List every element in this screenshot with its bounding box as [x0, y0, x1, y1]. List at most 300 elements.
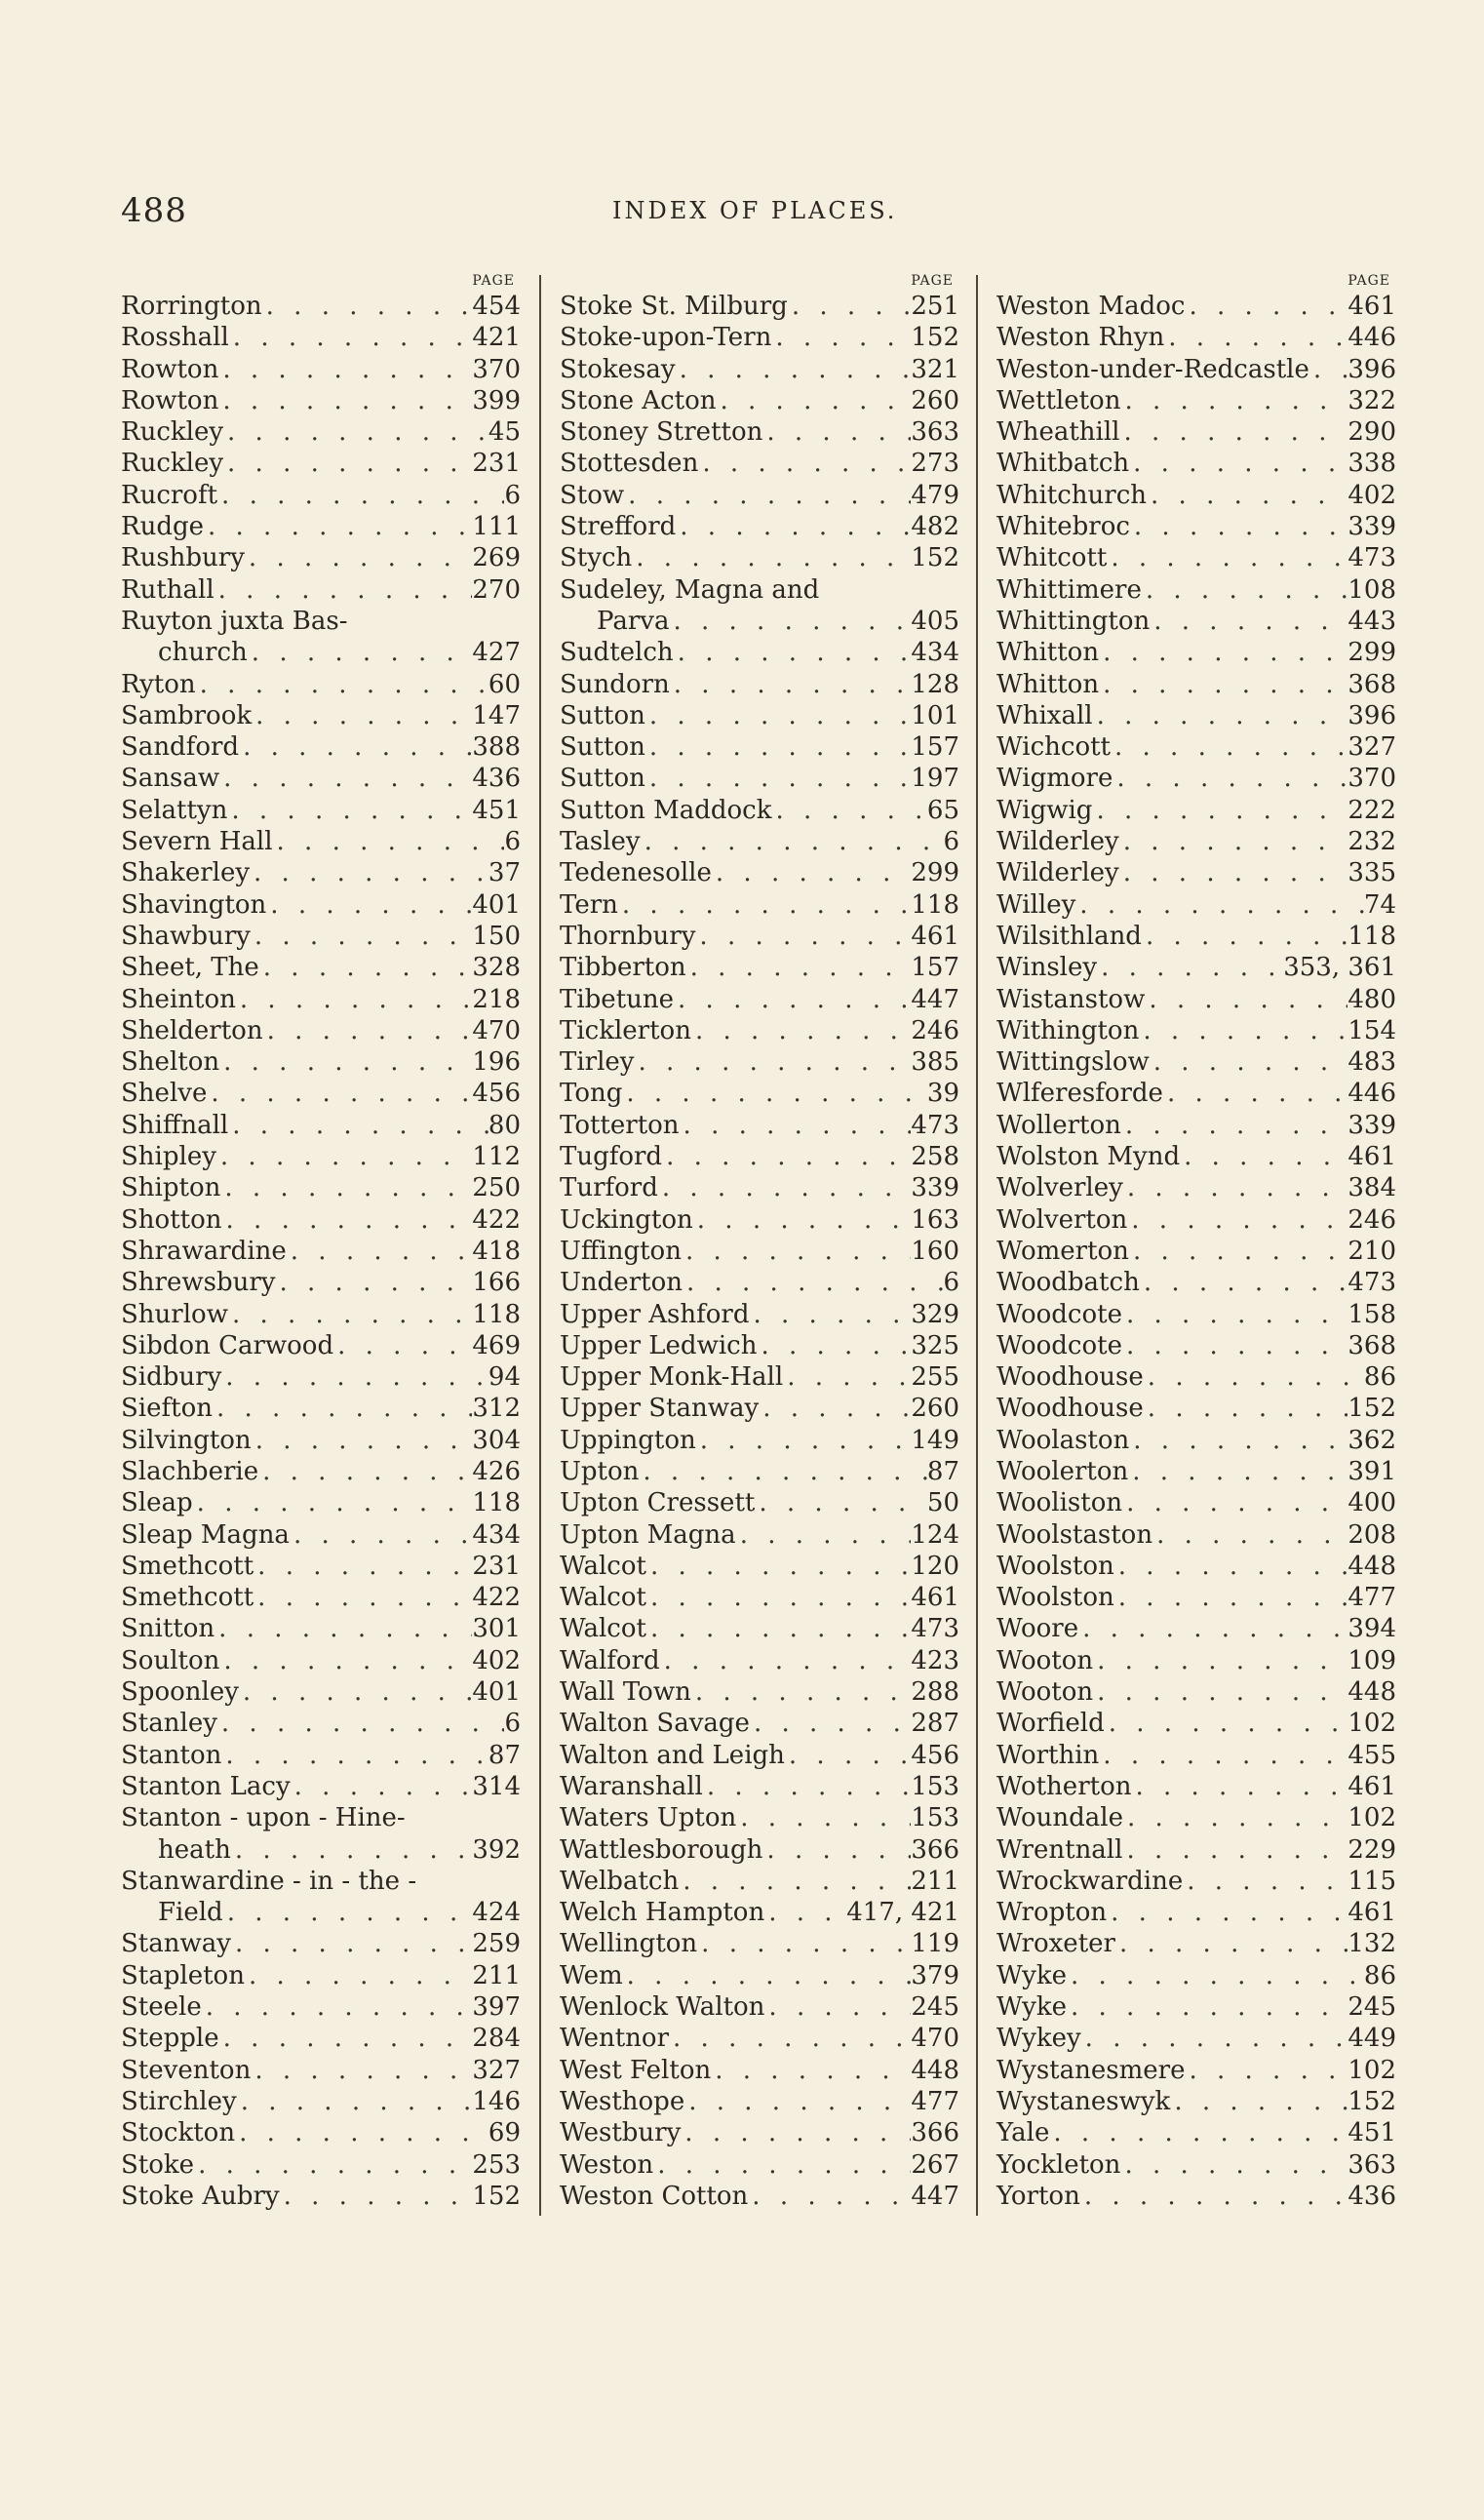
- place-name: Tibberton: [560, 953, 686, 983]
- page-reference: 401: [472, 1677, 521, 1708]
- index-entry: [560, 1046, 959, 1078]
- leader-dots: [231, 1834, 473, 1866]
- index-entry: [560, 2117, 959, 2148]
- index-entry: [121, 889, 521, 921]
- leader-dots: [618, 889, 911, 921]
- leader-dots: [634, 1046, 911, 1078]
- page-reference: 312: [472, 1394, 521, 1424]
- place-name: Wilsithland: [996, 921, 1142, 951]
- place-name: Sutton: [560, 732, 645, 763]
- page-reference: 446: [1347, 1079, 1396, 1109]
- index-entry: [560, 1519, 959, 1551]
- page-reference: 451: [472, 795, 521, 825]
- index-entry: [996, 1299, 1396, 1330]
- index-entry: [121, 795, 521, 826]
- page-reference: 327: [472, 2055, 521, 2085]
- leader-dots: [219, 1645, 472, 1676]
- index-entry: [996, 921, 1396, 952]
- place-name: Uckington: [560, 1204, 693, 1235]
- leader-dots: [691, 1676, 912, 1708]
- index-entry: [560, 448, 959, 479]
- index-entry: [121, 2149, 521, 2181]
- place-name: Yale: [996, 2118, 1050, 2148]
- place-name: Stirchley: [121, 2086, 237, 2116]
- leader-dots: [679, 1866, 911, 1897]
- leader-dots: [785, 1740, 911, 1771]
- leader-dots: [691, 1015, 911, 1046]
- leader-dots: [196, 669, 488, 700]
- leader-dots: [215, 1613, 472, 1644]
- place-name: Whitchurch: [996, 480, 1148, 510]
- page-reference: 370: [1347, 764, 1396, 794]
- page-reference: 87: [488, 1740, 521, 1770]
- page-reference: 124: [911, 1519, 959, 1550]
- index-entry: [996, 1676, 1396, 1708]
- index-entry: [560, 1802, 959, 1833]
- leader-dots: [239, 1676, 472, 1708]
- place-name: Stokesay: [560, 354, 676, 384]
- place-name: Wheathill: [996, 417, 1120, 448]
- index-entry: [996, 1015, 1396, 1046]
- page-reference: 353, 361: [1283, 953, 1396, 983]
- leader-dots: [1107, 1897, 1347, 1928]
- place-name: Wem: [560, 1960, 623, 1990]
- index-entry: [996, 2149, 1396, 2181]
- leader-dots: [222, 1204, 473, 1236]
- leader-dots: [254, 1551, 472, 1582]
- leader-dots: [1139, 1015, 1347, 1046]
- leader-dots: [759, 1393, 911, 1424]
- index-entry: [560, 511, 959, 542]
- index-entry: [560, 1708, 959, 1739]
- leader-dots: [686, 952, 912, 983]
- index-entry: [121, 1078, 521, 1109]
- page-reference: 152: [911, 543, 959, 573]
- page-reference: 273: [911, 449, 959, 479]
- leader-dots: [623, 1960, 912, 1991]
- page-reference: 482: [911, 512, 959, 542]
- index-entry: [560, 1267, 959, 1298]
- place-name: Upton: [560, 1456, 640, 1486]
- page-reference: 370: [472, 354, 521, 384]
- page-reference: 157: [911, 732, 959, 763]
- place-name: Stoke-upon-Tern: [560, 323, 772, 353]
- page-reference: 451: [1347, 2118, 1396, 2148]
- page-reference: 402: [1347, 480, 1396, 510]
- page-reference: 232: [1347, 827, 1396, 857]
- leader-dots: [1078, 1613, 1347, 1644]
- leader-dots: [697, 1928, 911, 1959]
- index-entry: [121, 1740, 521, 1771]
- index-entry: [996, 889, 1396, 921]
- page-reference: 470: [472, 1015, 521, 1045]
- page-reference: 69: [488, 2118, 521, 2148]
- place-name: Walcot: [560, 1614, 646, 1644]
- index-entry: [121, 984, 521, 1015]
- index-entry: [560, 1960, 959, 1991]
- leader-dots: [220, 1172, 472, 1203]
- index-entry: [560, 795, 959, 826]
- place-name: Walcot: [560, 1583, 646, 1613]
- index-entry: [121, 1771, 521, 1802]
- place-name: Wooton: [996, 1645, 1094, 1675]
- page-reference: 461: [1347, 1142, 1396, 1172]
- leader-dots: [213, 1393, 472, 1424]
- leader-dots: [1122, 1299, 1347, 1330]
- page-reference: 299: [911, 858, 959, 888]
- leader-dots: [653, 2149, 911, 2181]
- leader-dots: [1163, 1078, 1347, 1109]
- index-entry: [996, 1582, 1396, 1613]
- index-entry: [996, 1897, 1396, 1928]
- leader-dots: [216, 1141, 472, 1172]
- place-name: Woodbatch: [996, 1268, 1140, 1298]
- leader-dots: [218, 354, 472, 385]
- page-reference: 379: [911, 1960, 959, 1990]
- page-reference: 461: [911, 921, 959, 951]
- place-name: Weston Madoc: [996, 292, 1186, 321]
- index-entry: [560, 763, 959, 794]
- index-entry: [121, 1991, 521, 2023]
- place-name: Tedenesolle: [560, 858, 712, 888]
- leader-dots: [703, 1771, 912, 1802]
- index-entry: [560, 2149, 959, 2181]
- leader-dots: [1099, 1740, 1347, 1771]
- page-reference: 118: [472, 1488, 521, 1518]
- place-name: Severn Hall: [121, 827, 273, 857]
- leader-dots: [639, 1456, 927, 1487]
- page-reference: 152: [1347, 2086, 1396, 2116]
- page-reference: 338: [1347, 449, 1396, 479]
- page-reference: 152: [1347, 1394, 1396, 1424]
- leader-dots: [645, 763, 912, 794]
- page-reference: 446: [1347, 323, 1396, 353]
- leader-dots: [236, 984, 473, 1015]
- page-reference: 132: [1347, 1929, 1396, 1959]
- index-entry: [560, 1991, 959, 2023]
- leader-dots: [266, 889, 472, 921]
- place-name: Shurlow: [121, 1299, 228, 1329]
- leader-dots: [646, 1551, 911, 1582]
- leader-dots: [273, 826, 505, 857]
- page-reference: 211: [911, 1866, 959, 1896]
- index-entry: [560, 1015, 959, 1046]
- index-entry: [996, 1330, 1396, 1361]
- leader-dots: [711, 2055, 911, 2086]
- index-entry: [996, 1361, 1396, 1393]
- place-name: Wroxeter: [996, 1929, 1115, 1959]
- place-name: Stych: [560, 543, 633, 573]
- leader-dots: [1114, 1582, 1348, 1613]
- page-reference: 322: [1347, 385, 1396, 415]
- page-reference: 111: [472, 512, 521, 542]
- leader-dots: [1081, 2023, 1348, 2054]
- index-entry: [121, 857, 521, 888]
- place-name: Uppington: [560, 1425, 696, 1455]
- leader-dots: [1127, 1204, 1347, 1236]
- index-entry: [560, 1834, 959, 1866]
- page-reference: 153: [911, 1803, 959, 1833]
- place-name: Weston-under-Redcastle: [996, 354, 1309, 384]
- leader-dots: [736, 1802, 911, 1833]
- page-reference: 424: [472, 1898, 521, 1928]
- index-entry: [121, 1361, 521, 1393]
- index-entry: [560, 416, 959, 448]
- place-name: Snitton: [121, 1614, 215, 1644]
- page-reference: 397: [472, 1992, 521, 2023]
- page-reference: 477: [1347, 1583, 1396, 1613]
- leader-dots: [683, 1267, 943, 1298]
- place-name: Sheinton: [121, 984, 236, 1014]
- leader-dots: [229, 322, 473, 353]
- page-reference: 94: [488, 1362, 521, 1393]
- page-reference: 147: [472, 700, 521, 730]
- place-name: Woodhouse: [996, 1362, 1144, 1393]
- place-name: Stoney Stretton: [560, 417, 763, 448]
- page-reference: 45: [488, 417, 521, 448]
- place-name: Ruckley: [121, 417, 224, 448]
- place-name: Waranshall: [560, 1771, 703, 1801]
- page-reference: 477: [911, 2086, 959, 2116]
- page-reference: 426: [472, 1456, 521, 1486]
- place-name: Sheet, The: [121, 953, 259, 983]
- place-name: Turford: [560, 1173, 658, 1203]
- place-name: Wolverton: [996, 1204, 1128, 1235]
- place-name: Sutton: [560, 764, 645, 794]
- index-entry: [121, 291, 521, 322]
- page-reference: 197: [911, 764, 959, 794]
- index-entry: [121, 1897, 521, 1928]
- index-entry: [121, 1802, 521, 1833]
- leader-dots: [658, 1172, 911, 1203]
- leader-dots: [695, 921, 911, 952]
- index-entry: [121, 448, 521, 479]
- leader-dots: [1130, 511, 1347, 542]
- leader-dots: [764, 1991, 911, 2023]
- page-reference: 327: [1347, 732, 1396, 763]
- leader-dots: [1099, 637, 1347, 668]
- index-entry: [996, 826, 1396, 857]
- page-reference: 270: [472, 574, 521, 605]
- page-reference: 128: [911, 669, 959, 699]
- place-name: Stoke Aubry: [121, 2181, 280, 2211]
- place-name: Ryton: [121, 669, 196, 699]
- leader-dots: [646, 1613, 911, 1644]
- place-name: Sutton: [560, 700, 645, 730]
- index-entry: [121, 385, 521, 416]
- leader-dots: [1105, 1708, 1348, 1739]
- index-entry: [121, 1960, 521, 1991]
- place-name: Whittington: [996, 606, 1151, 636]
- leader-dots: [682, 1236, 911, 1267]
- index-entry: [121, 1676, 521, 1708]
- page-reference: 102: [1347, 2055, 1396, 2085]
- place-name: Woolerton: [996, 1456, 1129, 1486]
- page-reference: 461: [1347, 292, 1396, 321]
- index-column-left: [121, 271, 521, 2212]
- place-name: Walton and Leigh: [560, 1740, 785, 1770]
- place-name: Whixall: [996, 700, 1093, 730]
- leader-dots: [1120, 385, 1347, 416]
- leader-dots: [1128, 1456, 1347, 1487]
- leader-dots: [717, 385, 912, 416]
- place-name: Siefton: [121, 1394, 213, 1424]
- index-entry: [560, 2055, 959, 2086]
- index-entry: [121, 2117, 521, 2148]
- page-reference: 157: [911, 953, 959, 983]
- index-entry: [560, 606, 959, 637]
- leader-dots: [1183, 1866, 1347, 1897]
- page-reference: 454: [472, 292, 521, 321]
- place-name: Rudge: [121, 512, 204, 542]
- page-reference: 400: [1347, 1488, 1396, 1518]
- leader-dots: [622, 1078, 927, 1109]
- leader-dots: [1119, 826, 1348, 857]
- leader-dots: [696, 1425, 912, 1456]
- index-entry: [121, 1834, 521, 1866]
- leader-dots: [750, 1299, 912, 1330]
- page-reference: 363: [1347, 2149, 1396, 2180]
- index-entry: [996, 1740, 1396, 1771]
- place-name: Woolaston: [996, 1425, 1130, 1455]
- leader-dots: [1150, 606, 1347, 637]
- leader-dots: [1121, 1110, 1347, 1141]
- page-reference: 109: [1347, 1645, 1396, 1675]
- leader-dots: [1129, 448, 1347, 479]
- leader-dots: [259, 952, 473, 983]
- index-entry: [560, 826, 959, 857]
- leader-dots: [217, 1708, 505, 1739]
- page-reference: 210: [1347, 1236, 1396, 1266]
- place-name: Westbury: [560, 2118, 682, 2148]
- page-reference: 115: [1347, 1866, 1396, 1896]
- place-name: Stanley: [121, 1709, 217, 1739]
- index-entry: [996, 574, 1396, 606]
- page-reference: 260: [911, 385, 959, 415]
- place-name: Stanway: [121, 1929, 231, 1959]
- place-name: Tong: [560, 1079, 623, 1109]
- index-entry: [996, 1267, 1396, 1298]
- page-reference: 405: [911, 606, 959, 636]
- page-reference: 339: [1347, 512, 1396, 542]
- place-name: Welch Hampton: [560, 1898, 765, 1928]
- place-name: Wyke: [996, 1960, 1067, 1990]
- index-entry: [996, 606, 1396, 637]
- index-entry: [121, 1299, 521, 1330]
- index-entry: [560, 2023, 959, 2054]
- page-reference: 335: [1347, 858, 1396, 888]
- page-reference: 160: [911, 1236, 959, 1266]
- index-entry: [121, 731, 521, 763]
- leader-dots: [252, 700, 472, 731]
- index-entry: [996, 2055, 1396, 2086]
- leader-dots: [258, 1456, 472, 1487]
- page-reference: 6: [504, 827, 521, 857]
- place-name: Shavington: [121, 889, 267, 920]
- page-reference: 447: [911, 2181, 959, 2211]
- leader-dots: [762, 1834, 911, 1866]
- place-name: Stockton: [121, 2118, 236, 2148]
- place-name: church: [158, 638, 248, 668]
- page-reference: 473: [911, 1110, 959, 1140]
- page-reference: 384: [1347, 1173, 1396, 1203]
- place-name: Spoonley: [121, 1677, 239, 1708]
- index-entry: [121, 952, 521, 983]
- place-name: Weston Rhyn: [996, 323, 1165, 353]
- page-reference: 421: [472, 323, 521, 353]
- place-name: Slachberie: [121, 1456, 259, 1486]
- index-entry: [996, 480, 1396, 511]
- page-reference: 6: [943, 827, 959, 857]
- index-entry: [996, 1519, 1396, 1551]
- index-entry: [560, 1487, 959, 1518]
- place-name: Rushbury: [121, 543, 245, 573]
- index-entry: [560, 1204, 959, 1236]
- index-entry: [996, 1802, 1396, 1833]
- index-entry: [560, 385, 959, 416]
- page-reference: 154: [1347, 1015, 1396, 1045]
- place-name: Wooton: [996, 1677, 1094, 1708]
- index-entry: [996, 1172, 1396, 1203]
- page-reference: 321: [911, 354, 959, 384]
- index-entry: [121, 2023, 521, 2054]
- page-reference: 87: [926, 1456, 959, 1486]
- place-name: Rowton: [121, 354, 219, 384]
- place-name: Wollerton: [996, 1110, 1121, 1140]
- leader-dots: [681, 2117, 911, 2148]
- place-name: Shrewsbury: [121, 1268, 276, 1298]
- place-name: Parva: [597, 606, 670, 636]
- index-entry: [121, 700, 521, 731]
- page-reference: 339: [911, 1173, 959, 1203]
- page-reference: 473: [1347, 1268, 1396, 1298]
- index-entry: [996, 1834, 1396, 1866]
- page-reference: 118: [1347, 921, 1396, 951]
- leader-dots: [235, 2117, 488, 2148]
- place-name: Wistanstow: [996, 984, 1146, 1014]
- place-name: Upper Ashford: [560, 1299, 750, 1329]
- leader-dots: [771, 322, 911, 353]
- leader-dots: [1113, 763, 1347, 794]
- page-reference: 146: [472, 2086, 521, 2116]
- leader-dots: [1120, 2149, 1347, 2181]
- page-reference: 267: [911, 2149, 959, 2180]
- page-column-label: PAGE: [911, 273, 954, 289]
- leader-dots: [223, 448, 472, 479]
- place-name: Woodhouse: [996, 1394, 1144, 1424]
- index-entry: [121, 669, 521, 700]
- place-name: Upper Stanway: [560, 1394, 760, 1424]
- place-name: Rorrington: [121, 292, 262, 321]
- place-name: Thornbury: [560, 921, 696, 951]
- index-entry: [996, 1960, 1396, 1991]
- index-entry: [560, 1551, 959, 1582]
- index-entry: [560, 1361, 959, 1393]
- place-name: Whitbatch: [996, 449, 1130, 479]
- place-name: Woore: [996, 1614, 1079, 1644]
- page-reference: 456: [911, 1740, 959, 1770]
- leader-dots: [1140, 1267, 1348, 1298]
- index-entry: [996, 857, 1396, 888]
- page-reference: 260: [911, 1394, 959, 1424]
- place-name: Upton Magna: [560, 1519, 736, 1550]
- place-name: Whitcott: [996, 543, 1108, 573]
- page-number: 488: [121, 191, 187, 230]
- leader-dots: [772, 795, 927, 826]
- leader-dots: [251, 921, 473, 952]
- place-name: Steele: [121, 1992, 202, 2023]
- column-divider: [976, 275, 978, 2216]
